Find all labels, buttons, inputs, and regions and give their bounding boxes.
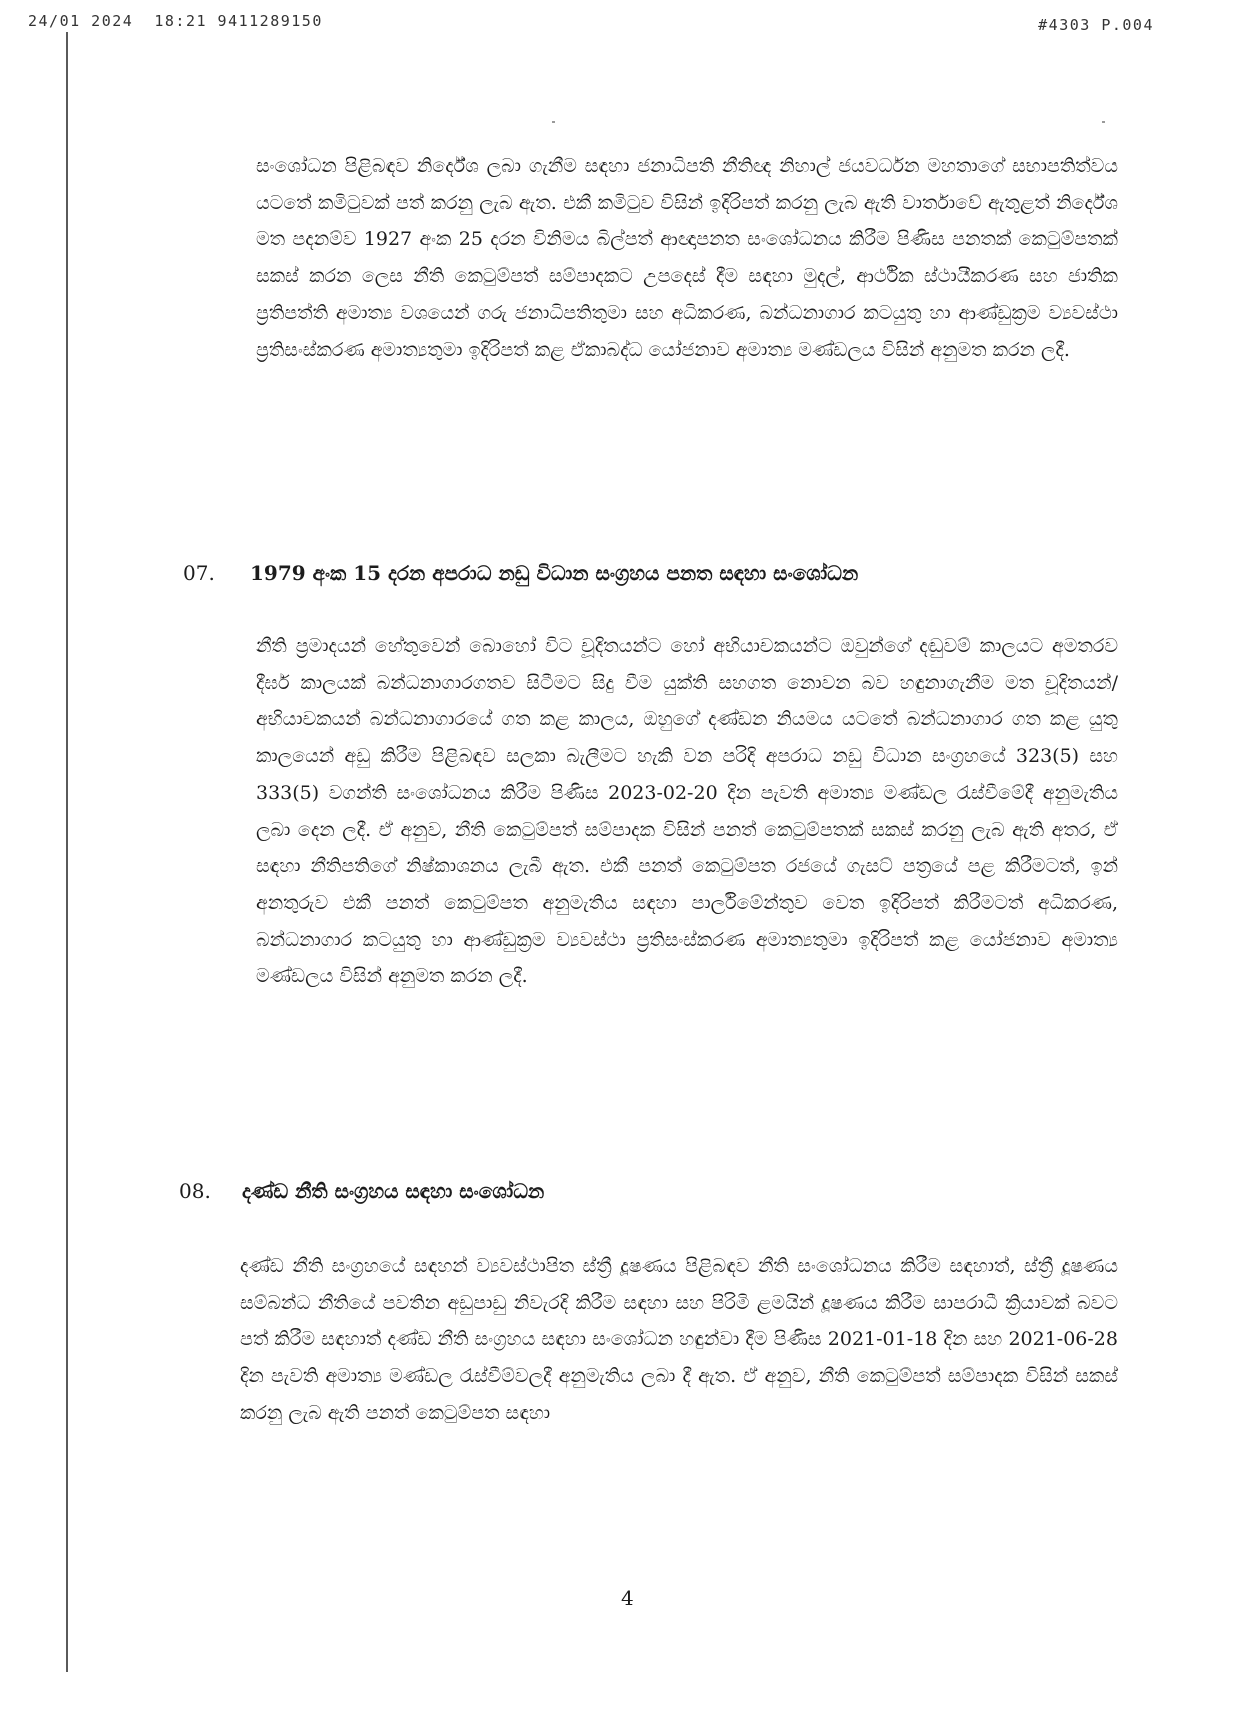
section-08-body: දණ්ඩ නීති සංග්‍රහයේ සඳහන් ව්‍යවස්ථාපිත ස්ත්‍රී දූෂණය පිළිබඳව නීති සංශෝධනය කිරීම සඳහාත්, ස්ත්‍රී දූෂණය සම්බන්ධ නීතියේ පවතින අඩුපාඩු නිවැරදි කිරීම සඳහා සහ පිරිමි ළමයින් දූෂණය කිරීම සාපරාධී ක්‍රියාවක් බවට පත් කිරීම සඳහාත් දණ්ඩ නීති සංග්‍රහය සඳහා සංශෝධන හඳුන්වා දීම පිණිස 2021-01-18 දින සහ 2021-06-28 දින පැවති අමාත්‍ය මණ්ඩල රැස්වීම්වලදී අනුමැතිය ලබා දී ඇත. ඒ අනුව, නීති කෙටුම්පත් සම්පාදක විසින් සකස් කරනු ලැබ ඇති පනත් කෙටුම්පත සඳහා [240,1255,1118,1424]
fax-header-page-code: #4303 P.004 [1038,16,1154,34]
fax-header-datetime: 24/01 2024 18:21 9411289150 [28,12,323,30]
section-number-07: 07. [183,561,215,585]
left-margin-rule [66,32,68,1672]
section-number-08: 08. [179,1179,211,1203]
section-07-body: නීති ප්‍රමාදයන් හේතුවෙන් බොහෝ විට චූදිතයන්ට හෝ අභියාචකයන්ට ඔවුන්ගේ දඬුවම් කාලයට අමතරව දීර්ඝ කාලයක් බන්ධනාගාරගතව සිටීමට සිදු වීම යුක්ති සහගත නොවන බව හඳුනාගැනීම මත චූදිතයන්/අභියාචකයන් බන්ධනාගාරයේ ගත කළ කාලය, ඔහුගේ දණ්ඩන නියමය යටතේ බන්ධනාගාර ගත කළ යුතු කාලයෙන් අඩු කිරීම පිළිබඳව සලකා බැලීමට හැකි වන පරිදි අපරාධ නඩු විධාන සංග්‍රහයේ 323(5) සහ 333(5) වගන්ති සංශෝධනය කිරීම පිණිස 2023-02-20 දින පැවති අමාත්‍ය මණ්ඩල රැස්වීමේදී අනුමැතිය ලබා දෙන ලදී. ඒ අනුව, නීති කෙටුම්පත් සම්පාදක විසින් පනත් කෙටුම්පතක් සකස් කරනු ලැබ ඇති අතර, ඒ සඳහා නීතිපතිගේ නිෂ්කාශනය ලැබී ඇත. එකී පනත් කෙටුම්පත රජයේ ගැසට් පත්‍රයේ පළ කිරීමටත්, ඉන් අනතුරුව එකී පනත් කෙටුම්පත අනුමැතිය සඳහා පාර්ලිමේන්තුව වෙත ඉදිරිපත් කිරීමටත් අධිකරණ, බන්ධනාගාර කටයුතු හා ආණ්ඩුක්‍රම ව්‍යවස්ථා ප්‍රතිසංස්කරණ අමාත්‍යතුමා ඉදිරිපත් කළ යෝජනාව අමාත්‍ය මණ්ඩලය විසින් අනුමත කරන ලදී. [256,635,1118,988]
section-heading-07: 1979 අංක 15 දරන අපරාධ නඩු විධාන සංග්‍රහය පනත සඳහා සංශෝධන [250,561,859,585]
scan-speck [1102,121,1105,123]
continuation-paragraph: සංශෝධන පිළිබඳව නිර්දේශ ලබා ගැනීම සඳහා ජනාධිපති නීතිඥ නිහාල් ජයවර්ධන මහතාගේ සභාපතිත්වය යටතේ කමිටුවක් පත් කරනු ලැබ ඇත. එකී කමිටුව විසින් ඉදිරිපත් කරනු ලැබ ඇති වාර්තාවේ ඇතුළත් නිර්දේශ මත පදනම්ව 1927 අංක 25 දරන විනිමය බිල්පත් ආඥාපනත සංශෝධනය කිරීම පිණිස පනතක් කෙටුම්පතක් සකස් කරන ලෙස නීති කෙටුම්පත් සම්පාදකට උපදෙස් දීම සඳහා මුදල්, ආර්ථික ස්ථායීකරණ සහ ජාතික ප්‍රතිපත්ති අමාත්‍ය වශයෙන් ගරු ජනාධිපතිතුමා සහ අධිකරණ, බන්ධනාගාර කටයුතු හා ආණ්ඩුක්‍රම ව්‍යවස්ථා ප්‍රතිසංස්කරණ අමාත්‍යතුමා ඉදිරිපත් කළ ඒකාබද්ධ යෝජනාව අමාත්‍ය මණ්ඩලය විසින් අනුමත කරන ලදී. [256,155,1118,361]
section-heading-08: දණ්ඩ නීති සංග්‍රහය සඳහා සංශෝධන [242,1179,545,1203]
scan-speck [552,121,555,123]
page-number: 4 [621,1586,634,1610]
